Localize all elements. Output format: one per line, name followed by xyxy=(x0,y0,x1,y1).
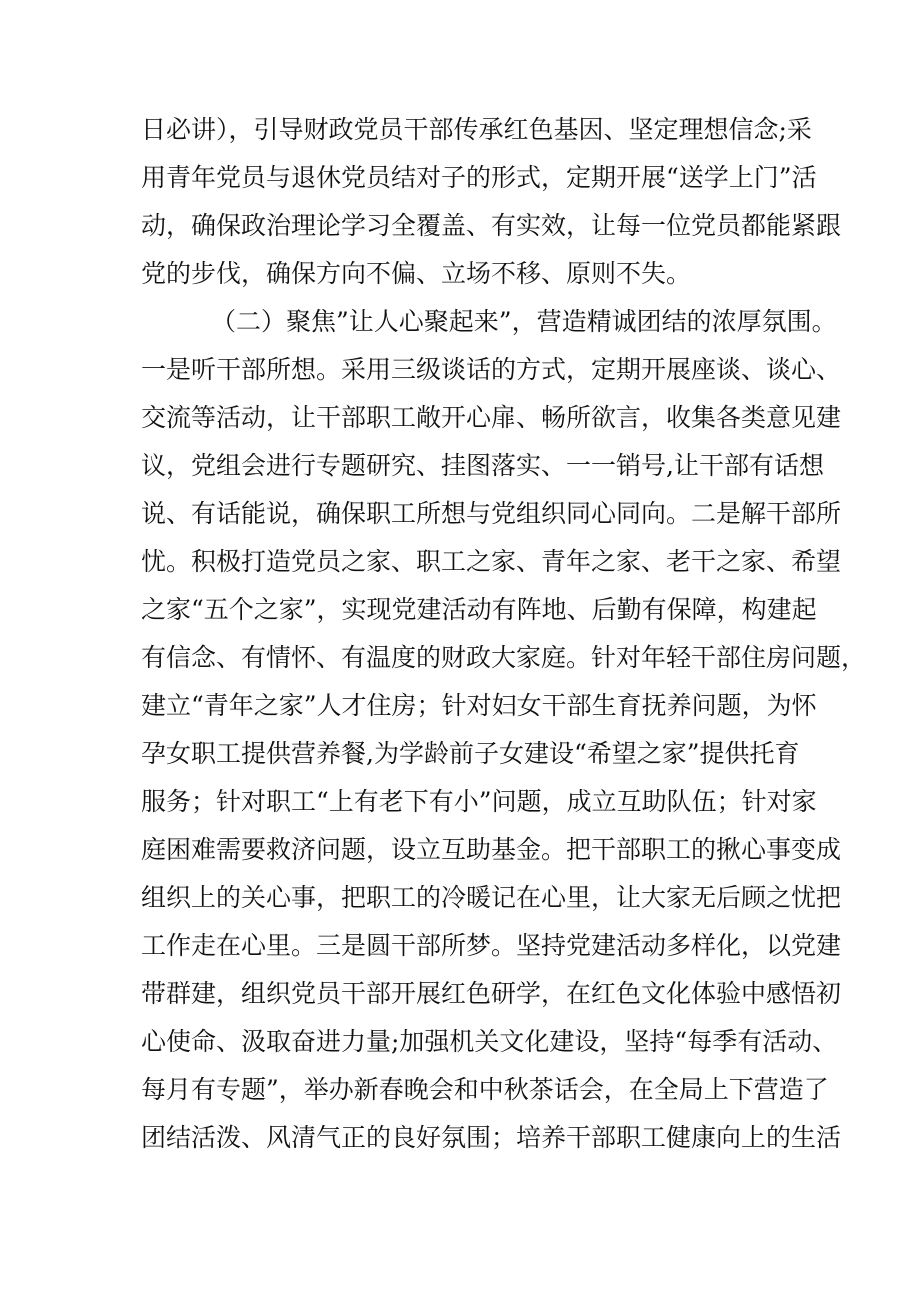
text-line: 服务；针对职工“上有老下有小”问题，成立互助队伍；针对家 xyxy=(141,787,817,816)
text-line: 庭困难需要救济问题，设立互助基金。把干部职工的揪心事变成 xyxy=(141,835,842,864)
text-line: 带群建，组织党员干部开展红色研学，在红色文化体验中感悟初 xyxy=(141,979,842,1008)
text-line: 一是听干部所想。采用三级谈话的方式，定期开展座谈、谈心、 xyxy=(141,355,842,384)
text-line: 之家“五个之家”，实现党建活动有阵地、后勤有保障，构建起 xyxy=(141,595,817,624)
text-line: 建立“青年之家”人才住房；针对妇女干部生育抚养问题，为怀 xyxy=(141,691,817,720)
text-line: 用青年党员与退休党员结对子的形式，定期开展“送学上门”活 xyxy=(141,163,817,192)
text-line: 交流等活动，让干部职工敞开心扉、畅所欲言，收集各类意见建 xyxy=(141,403,842,432)
text-line: 每月有专题”，举办新春晚会和中秋茶话会，在全局上下营造了 xyxy=(141,1075,829,1104)
text-line: 忧。积极打造党员之家、职工之家、青年之家、老干之家、希望 xyxy=(141,547,842,576)
text-line: 议，党组会进行专题研究、挂图落实、一一销号,让干部有话想 xyxy=(141,451,824,480)
section-heading-line: （二）聚焦”让人心聚起来”，营造精诚团结的浓厚氛围。 xyxy=(211,307,837,336)
text-line: 工作走在心里。三是圆干部所梦。坚持党建活动多样化，以党建 xyxy=(141,931,842,960)
text-line: 心使命、汲取奋进力量;加强机关文化建设，坚持“每季有活动、 xyxy=(141,1027,838,1056)
text-line: 日必讲），引导财政党员干部传承红色基因、坚定理想信念;采 xyxy=(141,115,812,144)
text-line: 党的步伐，确保方向不偏、立场不移、原则不失。 xyxy=(141,259,692,288)
text-line: 孕女职工提供营养餐,为学龄前子女建设“希望之家”提供托育 xyxy=(141,739,800,768)
text-line: 组织上的关心事，把职工的冷暖记在心里，让大家无后顾之忧把 xyxy=(141,883,842,912)
text-line: 动，确保政治理论学习全覆盖、有实效，让每一位党员都能紧跟 xyxy=(141,211,842,240)
text-line: 有信念、有情怀、有温度的财政大家庭。针对年轻干部住房问题， xyxy=(141,643,867,672)
text-line: 团结活泼、风清气正的良好氛围；培养干部职工健康向上的生活 xyxy=(141,1123,842,1152)
text-line: 说、有话能说，确保职工所想与党组织同心同向。二是解干部所 xyxy=(141,499,842,528)
